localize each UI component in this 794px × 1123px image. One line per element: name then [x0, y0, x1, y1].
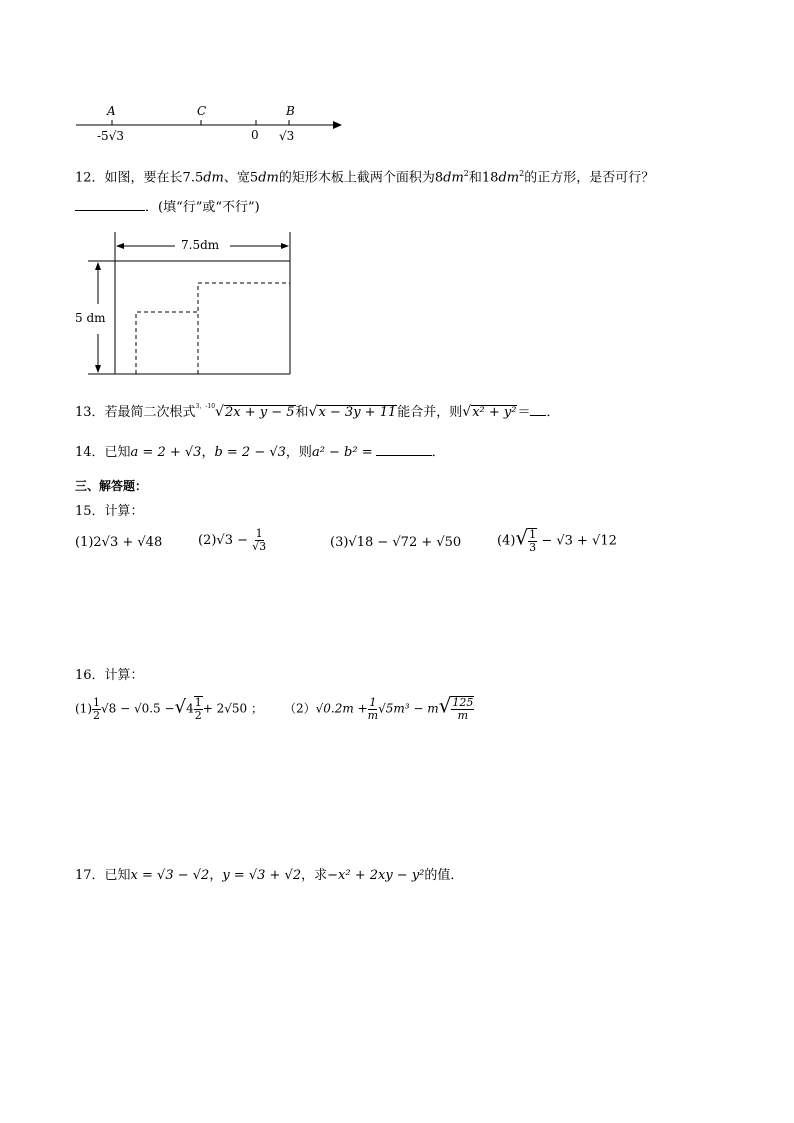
width-label: 5 dm [75, 311, 106, 325]
q15-part-3: (3)√18 − √72 + √50 [330, 535, 462, 550]
answer-blank-13[interactable] [530, 403, 546, 416]
length-label: 7.5dm [181, 238, 220, 252]
tick-a-value: -5√3 [97, 129, 124, 143]
tick-zero-value: 0 [251, 128, 259, 142]
answer-blank-14[interactable] [376, 443, 432, 456]
answer-blank-12[interactable] [75, 198, 145, 211]
question-15-title: 15．计算： [75, 504, 144, 519]
point-a-label: A [107, 104, 116, 118]
q16-part-1: (1) $\frac{1}{2}$ √8 − √0.5 −√4 $\frac{1}{2}$ + 2√50 ； [75, 695, 263, 722]
question-13-text: 13．若最简二次根式$^{3,-10}$√2x + y − 5和√x − 3y + 11能合并，则√x² + y²＝ ． [75, 403, 560, 420]
question-12-answer-line: ．(填“行”或“不行”) [75, 198, 260, 216]
question-14-text: 14．已知a = 2 + √3，b = 2 − √3，则a² − b² = ． [75, 445, 445, 460]
point-c-label: C [197, 104, 207, 118]
question-16-title: 16．计算： [75, 668, 144, 683]
question-12-text: 12．如图，要在长7.5dm、宽5dm的矩形木板上截两个面积为$8dm^2$和$18dm^2$的正方形，是否可行？ [75, 169, 655, 186]
section-3-title: 三、解答题： [75, 479, 148, 493]
q16-part-2: （2）√0.2m + $\frac{1}{m}$ √5m³ − m√ $\frac{125}{m}$ [284, 693, 474, 722]
question-17-text: 17．已知x = √3 − √2，y = √3 + √2，求−x² + 2xy − y²的值． [75, 868, 464, 883]
q15-part-2: (2)√3 − $\frac{1}{√3}$ [198, 527, 267, 553]
q15-part-1: (1)2√3 + √48 [75, 535, 163, 550]
tick-b-value: √3 [279, 129, 295, 143]
q15-part-4: (4)√ $\frac{1}{3}$ − √3 + √12 [497, 525, 617, 554]
point-b-label: B [286, 104, 295, 118]
